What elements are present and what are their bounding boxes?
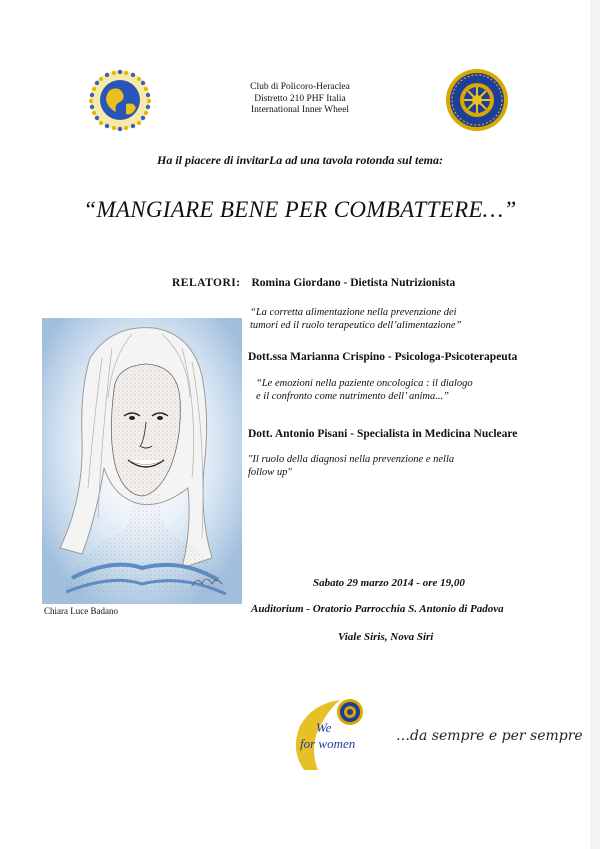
speaker-1-topic	[250, 307, 461, 332]
wfw-we: We	[316, 720, 332, 735]
page-edge-shadow	[590, 0, 600, 849]
speaker-2-name: Dott.ssa Marianna Crispino - Psicologa-Psicoterapeuta	[248, 351, 518, 363]
invitation-text: Ha il piacere di invitarLa ad una tavola rotonda sul tema:	[156, 153, 443, 167]
speaker-2-topic-line: e il confronto come nutrimento dell’ anima...”	[256, 390, 449, 402]
event-address: Viale Siris, Nova Siri	[338, 631, 434, 643]
speaker-2-topic-line: “Le emozioni nella paziente oncologica : il dialogo	[256, 378, 473, 389]
speaker-3-topic-line: "Il ruolo della diagnosi nella prevenzione e nella	[248, 454, 455, 465]
club-header	[222, 82, 378, 117]
speaker-1-name: Romina Giordano - Dietista Nutrizionista	[251, 277, 456, 289]
relatori-label: RELATORI:	[172, 277, 241, 289]
speaker-3-name: Dott. Antonio Pisani - Specialista in Medicina Nucleare	[248, 428, 518, 440]
inner-wheel-globe-logo	[88, 68, 152, 132]
speaker-1-topic-line: tumori ed il ruolo terapeutico dell’alimentazione”	[250, 319, 462, 331]
speaker-2-topic	[256, 378, 473, 403]
we-for-women-logo	[288, 690, 388, 772]
portrait-caption: Chiara Luce Badano	[44, 606, 118, 616]
speaker-3-topic-line: follow up"	[248, 466, 292, 478]
tagline: …da sempre e per sempre	[396, 728, 583, 744]
speaker-1-topic-line: “La corretta alimentazione nella prevenzione dei	[250, 307, 457, 318]
speakers-heading	[172, 277, 455, 289]
event-title: “MANGIARE BENE PER COMBATTERE…”	[83, 197, 517, 222]
wfw-for-women: for women	[300, 736, 356, 751]
event-venue: Auditorium - Oratorio Parrocchia S. Antonio di Padova	[251, 603, 504, 615]
club-organization: International Inner Wheel	[251, 105, 349, 115]
portrait-sketch	[42, 318, 242, 604]
club-name: Club di Policoro-Heraclea	[250, 82, 350, 92]
speaker-3-topic	[248, 454, 454, 479]
event-date: Sabato 29 marzo 2014 - ore 19,00	[313, 577, 465, 589]
club-district: Distretto 210 PHF Italia	[254, 93, 346, 104]
inner-wheel-emblem-logo	[445, 68, 509, 132]
